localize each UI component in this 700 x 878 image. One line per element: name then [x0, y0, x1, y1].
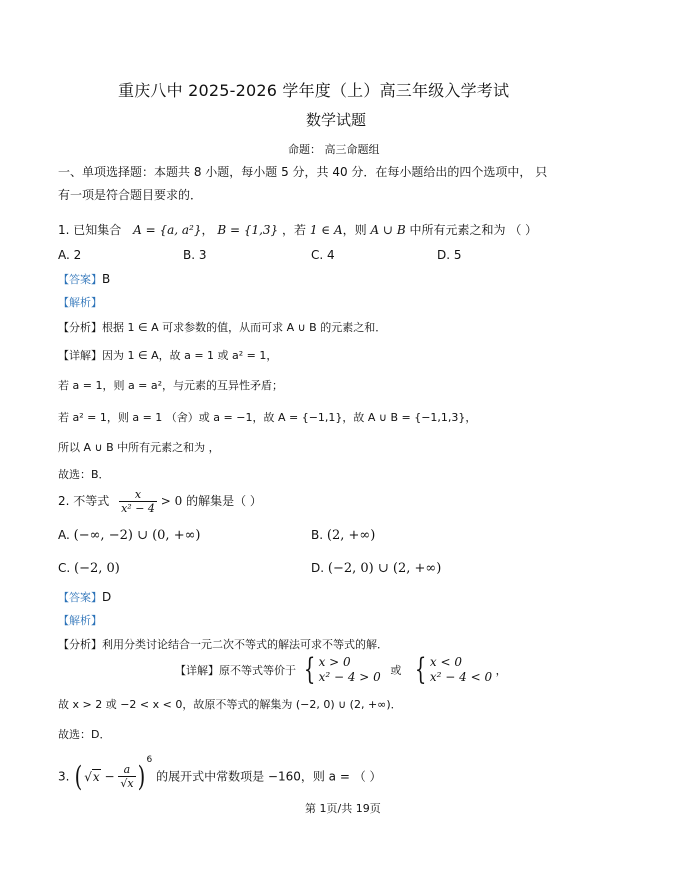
q2-xiangjie	[175, 652, 507, 687]
q1-option-c: C. 4	[311, 248, 335, 262]
q1-set-b: B = {1,3}	[217, 223, 279, 237]
q2-option-c-value: (−2, 0)	[74, 561, 120, 576]
exam-author: 命题： 高三命题组	[288, 143, 380, 156]
question-2	[58, 488, 262, 515]
q2-fenxi-text: 利用分类讨论结合一元二次不等式的解法可求不等式的解．	[102, 638, 388, 651]
q3-fraction: $\frac{a}{√x}$	[120, 763, 134, 790]
q3-sqrt-x: √x	[84, 769, 100, 784]
q2-option-a-value: (−∞, −2) ∪ (0, +∞)	[73, 528, 201, 543]
q2-brace-1: {	[303, 652, 315, 687]
section-instruction-line2: 有一项是符合题目要求的．	[58, 188, 203, 202]
xiangjie-tag: 【详解】	[175, 664, 219, 677]
q2-system-2-line1: x < 0	[429, 655, 462, 669]
q2-option-a	[58, 527, 201, 544]
q3-suffix: 的展开式中常数项是 −160，则 a = （ ）	[156, 769, 382, 784]
q2-xiangjie-text: 原不等式等价于	[219, 664, 296, 677]
q2-suffix: 的解集是（ ）	[186, 494, 262, 508]
q2-option-d-label: D.	[311, 561, 325, 575]
q2-conclusion: 故选：D．	[58, 728, 111, 741]
q2-brace-2: {	[414, 652, 427, 687]
answer-tag: 【答案】	[58, 591, 102, 604]
question-1: 1. 已知集合 A = {a, a²}， B = {1,3} ，若 1 ∈ A，则 A ∪ B 中所有元素之和为 （ ）	[58, 223, 538, 237]
q2-answer-value: D	[102, 590, 112, 604]
q3-frac-num: a	[123, 763, 131, 776]
q1-sum-line: 所以 A ∪ B 中所有元素之和为 ，	[58, 441, 220, 454]
q2-option-b-label: B.	[311, 528, 324, 542]
q2-system-1	[319, 655, 381, 685]
q1-fenxi-text: 根据 1 ∈ A 可求参数的值，从而可求 A ∪ B 的元素之和．	[102, 321, 387, 334]
q3-left-paren: (	[74, 759, 83, 793]
q1-answer	[58, 271, 110, 288]
q2-fraction	[119, 488, 157, 515]
q2-fenxi	[58, 636, 388, 652]
fenxi-tag: 【分析】	[58, 638, 102, 651]
q2-prefix: 2. 不等式	[58, 494, 110, 508]
q1-case-b: 若 a² = 1，则 a = 1 （舍）或 a = −1，故 A = {−1,1}，故 A ∪ B = {−1,1,3}，	[58, 411, 477, 424]
exam-title: 重庆八中 2025-2026 学年度（上）高三年级入学考试	[118, 81, 510, 100]
q1-option-d: D. 5	[437, 248, 462, 262]
page-number: 第 1页/共 19页	[305, 802, 381, 815]
q2-answer	[58, 589, 111, 606]
answer-tag: 【答案】	[58, 273, 102, 286]
q1-conclusion: 故选：B．	[58, 468, 110, 481]
q2-comma: ，	[495, 664, 507, 677]
q3-power: 6	[146, 755, 153, 765]
q1-prefix: 1. 已知集合	[58, 223, 122, 237]
section-instruction-line1: 一、单项选择题：本题共 8 小题，每小题 5 分，共 40 分．在每小题给出的四个选项中， 只	[58, 165, 548, 179]
q1-xiangjie-text: 因为 1 ∈ A，故 a = 1 或 a² = 1，	[102, 349, 278, 362]
q1-set-a: A = {a, a²}	[133, 223, 202, 237]
q2-option-b-value: (2, +∞)	[326, 528, 376, 543]
q2-frac-den: x² − 4	[121, 502, 155, 515]
q2-option-c	[58, 560, 120, 577]
q1-case-a: 若 a = 1，则 a = a²，与元素的互异性矛盾；	[58, 379, 284, 392]
q2-system-2-line2: x² − 4 < 0	[429, 670, 493, 684]
q2-option-d	[311, 560, 441, 577]
q3-right-paren: )	[137, 759, 145, 793]
q2-option-c-label: C.	[58, 561, 71, 575]
q1-fenxi	[58, 319, 386, 335]
q2-frac-num: x	[134, 488, 142, 501]
q1-analysis-tag: 【解析】	[58, 296, 102, 309]
q1-cond-pre: ，若	[282, 223, 307, 237]
q2-option-b	[311, 527, 375, 544]
q2-option-d-value: (−2, 0) ∪ (2, +∞)	[327, 561, 442, 576]
q2-system-2	[430, 655, 492, 685]
fenxi-tag: 【分析】	[58, 321, 102, 334]
q2-analysis-tag: 【解析】	[58, 614, 102, 627]
q1-mid: ，则	[342, 223, 367, 237]
question-3: 3. ( √x − $\frac{a}{√x}$ ) $^6$ 的展开式中常数项是 −160，则 a = （ ）	[58, 755, 382, 793]
q2-system-1-line2: x² − 4 > 0	[318, 670, 381, 684]
q1-option-a: A. 2	[58, 248, 82, 262]
xiangjie-tag: 【详解】	[58, 349, 102, 362]
q2-option-a-label: A.	[58, 528, 70, 542]
q1-union: A ∪ B	[370, 223, 406, 237]
q1-answer-value: B	[102, 272, 111, 286]
q1-cond: 1 ∈ A	[309, 223, 343, 237]
q2-solution-line: 故 x > 2 或 −2 < x < 0，故原不等式的解集为 (−2, 0) ∪ (2, +∞)．	[58, 698, 402, 711]
q1-option-b: B. 3	[183, 248, 207, 262]
q1-xiangjie	[58, 347, 277, 363]
q2-or: 或	[390, 664, 402, 677]
q2-rel: > 0	[160, 494, 183, 508]
q1-suffix: 中所有元素之和为 （ ）	[409, 223, 538, 237]
exam-subtitle: 数学试题	[306, 111, 367, 129]
q3-prefix: 3.	[58, 769, 70, 784]
q2-system-1-line1: x > 0	[318, 655, 351, 669]
